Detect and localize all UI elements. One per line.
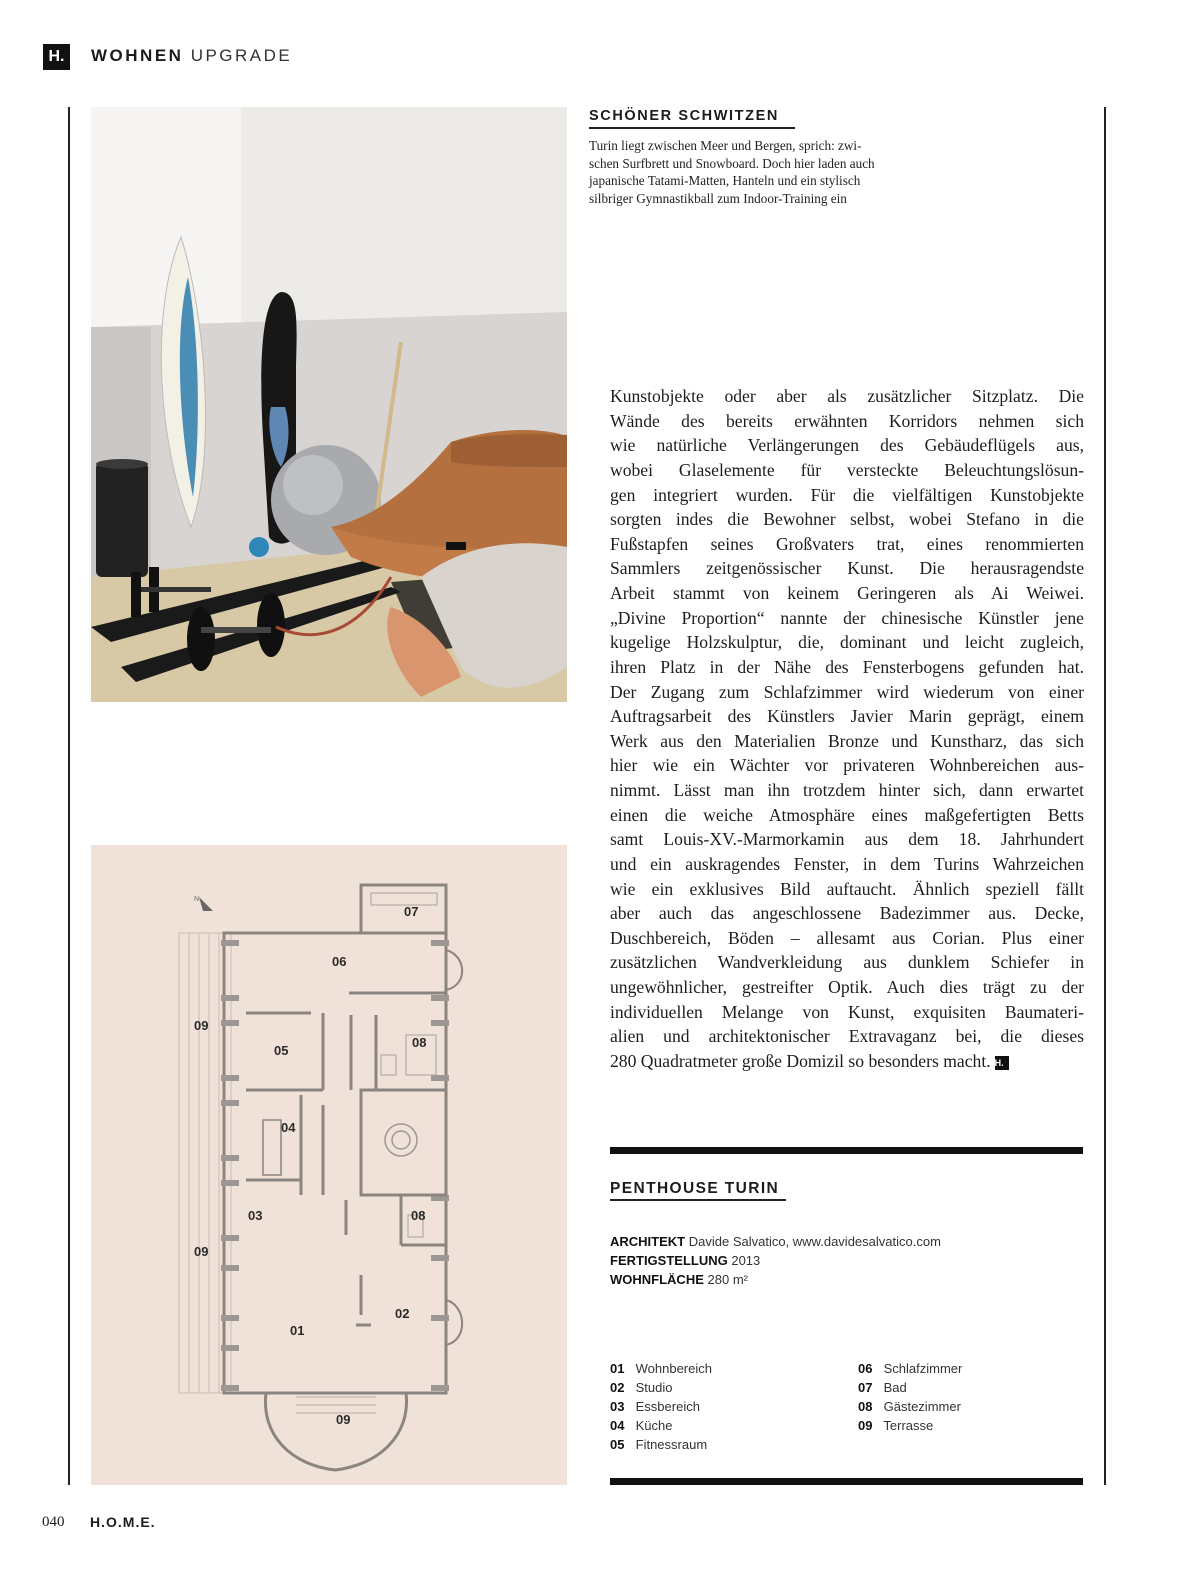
plan-label-08-lower: 08 <box>411 1208 426 1223</box>
body-line-final <box>610 1049 1084 1074</box>
page-number: 040 <box>42 1514 65 1530</box>
body-line: Kunstobjekte oder aber als zusätzlicher Sitzplatz. Die <box>610 386 1084 406</box>
body-line: und ein auskragendes Fenster, in dem Turins Wahrzeichen <box>610 853 1084 874</box>
caption-title-underline <box>589 127 795 129</box>
article-body <box>610 384 1084 1074</box>
fact-architect: ARCHITEKT Davide Salvatico, www.davidesalvatico.com <box>610 1234 941 1249</box>
left-column-rule <box>68 107 70 1485</box>
plan-label-02: 02 <box>395 1306 410 1321</box>
legend-item: 04 Küche <box>610 1418 673 1433</box>
body-line: wie ein exklusives Bild auftaucht. Ähnlich speziell fällt <box>610 878 1084 899</box>
fact-area: WOHNFLÄCHE 280 m² <box>610 1272 748 1287</box>
plan-label-03: 03 <box>248 1208 263 1223</box>
body-line: ungewöhnlicher, gestreifter Optik. Auch dies trägt zu der <box>610 977 1084 997</box>
room-legend-left <box>610 1359 712 1454</box>
legend-item: 08 Gästezimmer <box>858 1399 961 1414</box>
plan-label-09-south: 09 <box>336 1412 351 1427</box>
body-line: ihren Platz in der Nähe des Fensterbogens gefunden hat. <box>610 656 1084 677</box>
info-title: PENTHOUSE TURIN <box>610 1180 780 1197</box>
magazine-logo: H. <box>43 44 70 70</box>
legend-item: 06 Schlafzimmer <box>858 1361 963 1376</box>
legend-item: 05 Fitnessraum <box>610 1437 708 1452</box>
fitness-room-photo <box>91 107 567 702</box>
magazine-name: H.O.M.E. <box>90 1514 156 1530</box>
room-legend-right <box>858 1359 962 1435</box>
body-line: gen integriert wurden. Für die vielfältigen Kunstobjekte <box>610 484 1084 505</box>
body-line: wobei Glaselemente für versteckte Beleuchtungslösun- <box>610 459 1084 480</box>
legend-item: 03 Essbereich <box>610 1399 700 1414</box>
body-line: nimmt. Lässt man ihn trotzdem hinter sich, dann erwartet <box>610 780 1084 800</box>
north-label: N <box>194 896 200 903</box>
plan-label-07: 07 <box>404 904 419 919</box>
body-line: Auftragsarbeit des Künstlers Javier Marin geprägt, einem <box>610 706 1084 727</box>
right-column-rule <box>1104 107 1106 1485</box>
body-line: hier wie ein Wächter vor privateren Wohnbereichen aus- <box>610 755 1084 776</box>
legend-item: 02 Studio <box>610 1380 673 1395</box>
body-line: sorgten indes die Bewohner selbst, wobei Stefano in die <box>610 509 1084 530</box>
body-line: aber auch das angeschlossene Badezimmer aus. Decke, <box>610 903 1084 924</box>
plan-label-06: 06 <box>332 954 347 969</box>
body-line: zusätzlichen Wandverkleidung aus dunklem Schiefer in <box>610 952 1084 973</box>
info-bottom-rule <box>610 1478 1083 1485</box>
body-line: kugelige Holzskulptur, die, dominant und leicht zugleich, <box>610 632 1084 653</box>
floor-plan <box>91 845 567 1485</box>
body-line: Arbeit stammt von keinem Geringeren als Ai Weiwei. <box>610 583 1084 603</box>
body-line: Werk aus den Materialien Bronze und Kunstharz, das sich <box>610 730 1084 751</box>
caption-title: SCHÖNER SCHWITZEN <box>589 108 779 124</box>
legend-item: 07 Bad <box>858 1380 907 1395</box>
info-top-rule <box>610 1147 1083 1154</box>
body-line: „Divine Proportion“ nannte der chinesische Künstler jene <box>610 607 1084 628</box>
body-line: Sammlers zeitgenössischer Kunst. Die herausragendste <box>610 558 1084 579</box>
caption-line: schen Surfbrett und Snowboard. Doch hier laden auch <box>589 155 875 171</box>
caption-line: japanische Tatami-Matten, Hanteln und ein stylisch <box>589 173 861 188</box>
body-line: einen die weiche Atmosphäre eines maßgefertigten Betts <box>610 804 1084 825</box>
body-line: 280 Quadratmeter große Domizil so besonders macht. <box>610 1050 991 1071</box>
body-line: alien und architektonischer Extravaganz bei, die dieses <box>610 1026 1084 1047</box>
plan-label-01: 01 <box>290 1323 305 1338</box>
caption-line: silbriger Gymnastikball zum Indoor-Training ein <box>589 190 847 206</box>
info-title-underline <box>610 1199 786 1201</box>
plan-label-09-west: 09 <box>194 1244 209 1259</box>
body-line: samt Louis-XV.-Marmorkamin aus dem 18. Jahrhundert <box>610 829 1084 850</box>
plan-label-08-upper: 08 <box>412 1035 427 1050</box>
plan-label-04: 04 <box>281 1120 296 1135</box>
end-mark: H. <box>995 1056 1009 1070</box>
project-facts <box>610 1232 941 1289</box>
body-line: Der Zugang zum Schlafzimmer wird wiederum von einer <box>610 681 1084 702</box>
body-line: wie natürliche Verlängerungen des Gebäudeflügels aus, <box>610 435 1084 456</box>
plan-label-09-north: 09 <box>194 1018 209 1033</box>
section-subname: UPGRADE <box>190 46 293 65</box>
fact-completion: FERTIGSTELLUNG 2013 <box>610 1253 761 1268</box>
legend-item: 09 Terrasse <box>858 1418 934 1433</box>
photo-caption <box>589 137 949 207</box>
plan-label-05: 05 <box>274 1043 289 1058</box>
body-line: Duschbereich, Böden – allesamt aus Corian. Plus einer <box>610 927 1084 948</box>
section-heading <box>91 45 292 67</box>
caption-line: Turin liegt zwischen Meer und Bergen, sprich: zwi- <box>589 138 862 153</box>
body-line: Wände des bereits erwähnten Korridors nehmen sich <box>610 410 1084 431</box>
section-name: WOHNEN <box>91 46 184 65</box>
body-line: Fußstapfen seines Großvaters trat, eines renommierten <box>610 533 1084 554</box>
legend-item: 01 Wohnbereich <box>610 1361 712 1376</box>
north-arrow-icon <box>199 897 213 911</box>
body-line: individuellen Melange von Kunst, exquisiten Baumateri- <box>610 1001 1084 1022</box>
